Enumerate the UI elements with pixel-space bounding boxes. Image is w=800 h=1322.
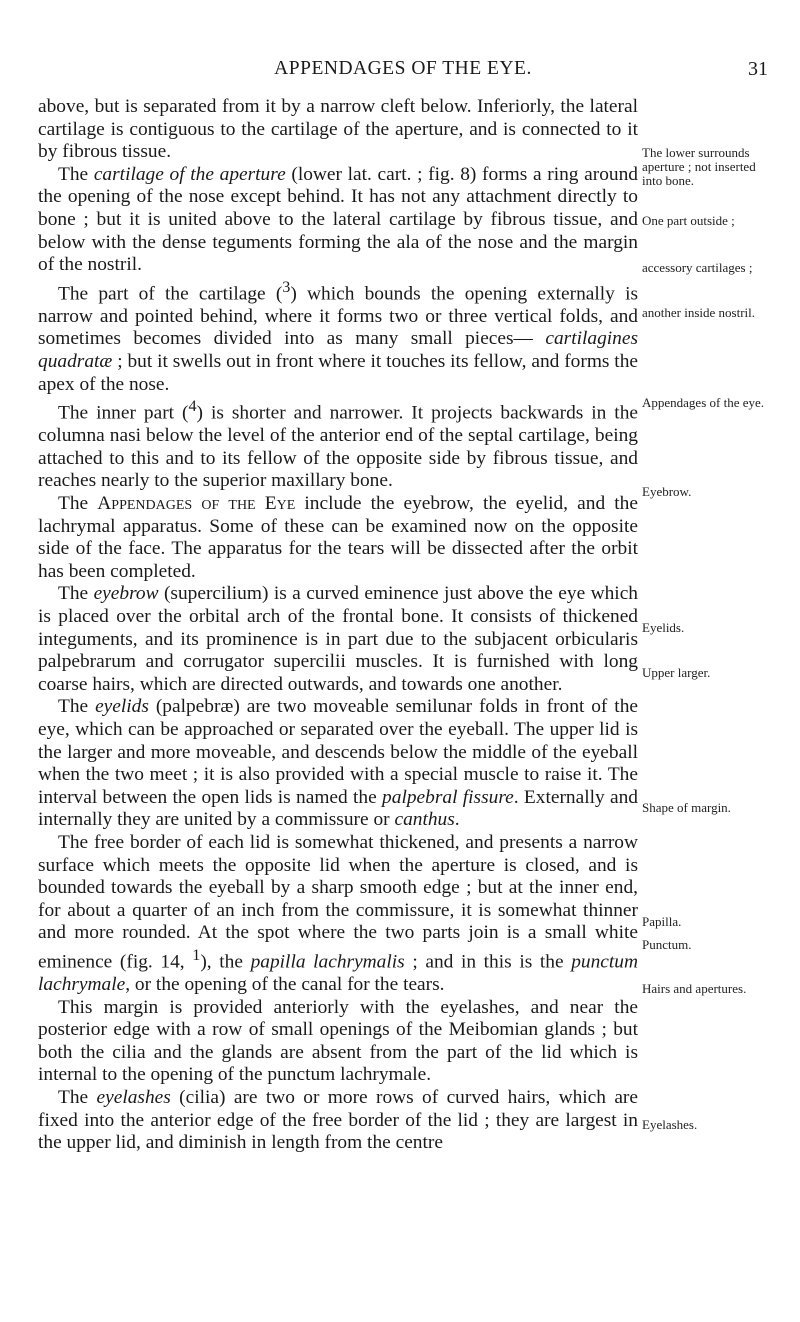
paragraph-text: ; and in this is the	[404, 951, 572, 973]
paragraph-text: The free border of each lid is somewhat thickened, and presents a narrow surface which meets the opposite lid when the aperture is closed, and is bounded towards the eyeball by a sharp smooth edge ; but at the inner end, for about a quarter of an inch from the commissure, it is somewhat thinner and more rounded. At the spot where the two parts join is a small white eminence (fig. 14,	[38, 831, 638, 973]
term: eyelids	[95, 696, 149, 718]
paragraph-text: ) which bounds the opening externally is narrow and pointed behind, where it forms two or three vertical folds, and sometimes becomes divided into as many small pieces—	[38, 283, 639, 350]
margin-note: Punctum.	[642, 937, 692, 952]
margin-note: The lower surrounds aperture ; not inserted into bone.	[642, 145, 756, 188]
paragraph-text: (supercilium) is a curved eminence just above the eye which is placed over the orbital arch of the frontal bone. It consists of thickened integuments, and its prominence is in part due to the subjacent orbicularis palpebrarum and corrugator supercilii muscles. It is furnished with long coarse hairs, which are directed outwards, and towards one another.	[38, 583, 638, 695]
paragraph-text: above, but is separated from it by a narrow cleft below. Inferiorly, the lateral cartilage is contiguous to the cartilage of the aperture, and is connected to it by fibrous tissue.	[38, 96, 638, 163]
term: cartilagines quadratæ	[38, 328, 638, 372]
main-text	[38, 96, 638, 1155]
margin-note: Appendages of the eye.	[642, 395, 765, 410]
term: papilla lachrymalis	[250, 951, 405, 973]
paragraph-text: The	[58, 583, 94, 605]
paragraph	[38, 696, 638, 832]
paragraph	[38, 277, 638, 396]
term: punctum lachrymale	[38, 951, 638, 995]
paragraph	[38, 493, 638, 583]
page-number: 31	[748, 58, 768, 80]
margin-note: Eyebrow.	[642, 484, 692, 499]
term: eyelashes	[96, 1086, 171, 1108]
paragraph-text: ) is shorter and narrower. It projects backwards in the columna nasi below the level of the anterior end of the septal cartilage, being attached to this and to its fellow of the opposite side by fibrous tissue, and reaches nearly to the superior maxillary bone.	[38, 402, 638, 492]
margin-note: Eyelashes.	[642, 1117, 698, 1132]
paragraph-text: (palpebræ) are two moveable semilunar folds in front of the eye, which can be approached or separated over the eyeball. The upper lid is the larger and more moveable, and descends below the middle of the eyeball when the two meet ; it is also provided with a special muscle to raise it. The interval between the open lids is named the	[38, 696, 638, 808]
term: eyebrow	[93, 583, 159, 605]
paragraph	[38, 96, 638, 164]
paragraph-text: ; but it swells out in front where it touches its fellow, and forms the apex of the nose.	[38, 351, 638, 395]
footnote-ref: 1	[192, 946, 201, 964]
paragraph-text: .	[454, 809, 460, 831]
paragraph-text: The	[58, 1086, 97, 1108]
paragraph-text: , or the opening of the canal for the tears.	[125, 973, 445, 995]
paragraph-text: The	[58, 493, 98, 515]
paragraph-text: . Externally and internally they are united by a commissure or	[38, 786, 639, 831]
paragraph-text: ), the	[200, 951, 251, 973]
margin-note: Hairs and apertures.	[642, 981, 747, 996]
paragraph-text: (lower lat. cart. ; fig. 8) forms a ring around the opening of the nose except behind. It has not any attachment directly to bone ; but it is united above to the lateral cartilage by fibrous tissue, and below with the dense teguments forming the ala of the nose and the margin of the nostril.	[38, 163, 638, 276]
section-heading: Appendages of the Eye	[97, 493, 296, 515]
paragraph-text: This margin is provided anteriorly with the eyelashes, and near the posterior edge with a row of small openings of the Meibomian glands ; but both the cilia and the glands are absent from the part of the lid which is internal to the opening of the punctum lachrymale.	[38, 996, 638, 1086]
paragraph	[38, 1087, 638, 1155]
paragraph-text: include the eyebrow, the eyelid, and the lachrymal apparatus. Some of these can be examined now on the opposite side of the face. The apparatus for the tears will be dissected after the orbit has been completed.	[38, 493, 638, 582]
footnote-ref: 4	[188, 398, 197, 416]
term: canthus	[394, 809, 455, 831]
paragraph-text: The inner part (	[58, 402, 189, 424]
margin-note: Shape of margin.	[642, 800, 731, 815]
paragraph	[38, 164, 638, 277]
paragraph	[38, 583, 638, 696]
paragraph	[38, 396, 638, 493]
margin-note: accessory cartilages ;	[642, 260, 753, 275]
term: cartilage of the aperture	[93, 163, 286, 185]
footnote-ref: 3	[282, 278, 291, 296]
paragraph-text: The part of the cartilage (	[58, 283, 283, 305]
margin-note: Upper larger.	[642, 665, 711, 680]
margin-note: One part outside ;	[642, 213, 735, 228]
running-title: APPENDAGES OF THE EYE.	[274, 58, 532, 79]
paragraph-text: The	[58, 696, 96, 718]
margin-note: Eyelids.	[642, 620, 685, 635]
running-header	[38, 58, 768, 84]
term: palpebral fissure	[382, 786, 514, 808]
margin-note: another inside nostril.	[642, 305, 756, 320]
margin-note: Papilla.	[642, 914, 682, 929]
paragraph-text: (cilia) are two or more rows of curved hairs, which are fixed into the anterior edge of the free border of the lid ; they are largest in the upper lid, and diminish in length from the centre	[38, 1086, 638, 1154]
paragraph	[38, 832, 638, 997]
paragraph-text: The	[58, 163, 94, 185]
paragraph	[38, 997, 638, 1087]
